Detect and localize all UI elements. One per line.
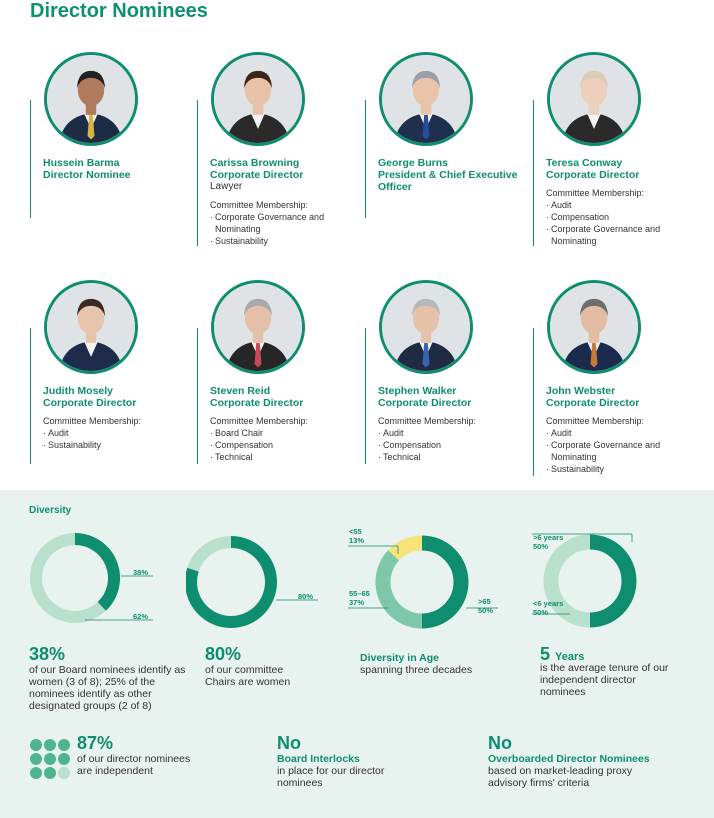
committee-label: Committee Membership:	[546, 188, 645, 198]
chairs-percentage: 80%	[205, 644, 242, 664]
donut-slice	[193, 542, 231, 570]
card-divider-line	[365, 328, 366, 464]
independent-dot	[30, 753, 42, 765]
tenure-description: is the average tenure of our independent director nominees	[540, 662, 669, 698]
committee-item: · Board Chair	[210, 427, 360, 439]
card-divider-line	[30, 100, 31, 218]
nominee-role: Director Nominee	[43, 169, 131, 181]
committee-item: · Compensation	[210, 439, 360, 451]
independent-dot	[44, 767, 56, 779]
nominee-photo	[379, 280, 473, 374]
donut-slice	[551, 542, 590, 620]
donut-slice	[36, 539, 102, 617]
card-divider-line	[533, 328, 534, 476]
donut-slice	[590, 542, 629, 620]
card-divider-line	[365, 100, 366, 218]
nominee-role: Corporate Director	[43, 397, 137, 409]
nominee-name: Teresa Conway	[546, 157, 623, 169]
card-divider-line	[533, 100, 534, 246]
card-divider-line	[197, 328, 198, 464]
independent-dot	[44, 739, 56, 751]
nominee-info	[43, 385, 193, 451]
committee-item: · Compensation	[546, 211, 696, 223]
women-percentage: 38%	[29, 644, 66, 664]
committee-item: · Audit	[43, 427, 193, 439]
interlocks-description: in place for our director nominees	[277, 765, 385, 789]
nominee-photo	[211, 52, 305, 146]
nominee-info	[546, 385, 696, 475]
tenure-years: 5 Years	[540, 644, 585, 664]
committee-item: · Technical	[210, 451, 360, 463]
independent-dot	[58, 739, 70, 751]
nominee-photo	[379, 52, 473, 146]
women-description: of our Board nominees identify as women (3 of 8); 25% of the nominees identify as other designated groups (2 of 8)	[29, 664, 186, 712]
nominee-info	[378, 385, 528, 463]
nominee-occupation: Lawyer	[210, 181, 243, 192]
overboarded-heading: Overboarded Director Nominees	[488, 753, 650, 765]
nominee-info	[210, 385, 360, 463]
committee-item: · Sustainability	[546, 463, 696, 475]
nominee-info	[210, 157, 360, 247]
interlocks-heading: Board Interlocks	[277, 753, 360, 765]
committee-item: · Audit	[546, 427, 696, 439]
committee-item: · Audit	[546, 199, 696, 211]
page-title: Director Nominees	[30, 0, 208, 22]
nominee-info	[43, 157, 193, 181]
committee-item: · Technical	[378, 451, 528, 463]
overboarded-no: No	[488, 733, 512, 753]
nominee-name: Carissa Browning	[210, 157, 300, 169]
committee-item: · Sustainability	[210, 235, 360, 247]
independent-description: of our director nominees are independent	[77, 753, 191, 777]
nominee-photo	[44, 280, 138, 374]
overboarded-description: based on market-leading proxy advisory firms' criteria	[488, 765, 633, 789]
nominee-photo	[547, 280, 641, 374]
donut-slice	[75, 539, 114, 606]
diversity-label: Diversity	[29, 505, 72, 516]
donut-slice	[383, 555, 422, 621]
independent-dot	[30, 767, 42, 779]
nominee-info	[378, 157, 528, 193]
chairs-description: of our committee Chairs are women	[205, 664, 291, 688]
tenure-label-under6: <6 years 50%	[533, 599, 564, 617]
nominee-role: Corporate Director	[546, 397, 640, 409]
independent-dot	[44, 753, 56, 765]
committee-label: Committee Membership:	[378, 416, 477, 426]
independent-percentage: 87%	[77, 733, 114, 753]
nominee-role: President & Chief Executive Officer	[378, 169, 518, 193]
nominee-info	[546, 157, 696, 247]
nominee-name: Judith Mosely	[43, 385, 114, 397]
nominee-role: Corporate Director	[378, 397, 472, 409]
committee-item: · Corporate Governance and Nominating	[546, 439, 696, 463]
committee-item: · Compensation	[378, 439, 528, 451]
nominee-role: Corporate Director	[546, 169, 640, 181]
nominee-name: John Webster	[546, 385, 616, 397]
nominee-name: Steven Reid	[210, 385, 271, 397]
card-divider-line	[30, 328, 31, 464]
nominee-photo	[211, 280, 305, 374]
age-label-over65: >65 50%	[478, 597, 494, 615]
independent-dots-icon	[29, 738, 71, 780]
women-label-62: 62%	[133, 612, 149, 621]
tenure-label-over6: >6 years 50%	[533, 533, 564, 551]
committee-label: Committee Membership:	[210, 416, 309, 426]
committee-label: Committee Membership:	[43, 416, 142, 426]
chairs-donut-chart	[186, 534, 326, 634]
age-label-55-65: 55–65 37%	[349, 589, 370, 607]
nominee-name: Stephen Walker	[378, 385, 457, 397]
independent-dot	[58, 753, 70, 765]
card-divider-line	[197, 100, 198, 246]
nominee-role: Corporate Director	[210, 169, 304, 181]
committee-item: · Audit	[378, 427, 528, 439]
nominee-photo	[547, 52, 641, 146]
committee-label: Committee Membership:	[546, 416, 645, 426]
committee-item: · Corporate Governance and Nominating	[546, 223, 696, 247]
committee-item: · Sustainability	[43, 439, 193, 451]
women-label-38: 38%	[133, 568, 149, 577]
nominee-role: Corporate Director	[210, 397, 304, 409]
age-heading: Diversity in Age	[360, 652, 439, 664]
women-donut-chart	[25, 528, 160, 628]
independent-dot	[30, 739, 42, 751]
tenure-donut-chart	[530, 528, 650, 634]
donut-slice	[422, 543, 461, 621]
interlocks-no: No	[277, 733, 301, 753]
age-donut-chart	[346, 524, 506, 634]
nominee-name: George Burns	[378, 157, 449, 169]
chairs-label-80: 80%	[298, 592, 314, 601]
nominee-photo	[44, 52, 138, 146]
committee-label: Committee Membership:	[210, 200, 309, 210]
independent-dot	[58, 767, 70, 779]
nominee-name: Hussein Barma	[43, 157, 120, 169]
committee-item: · Corporate Governance and Nominating	[210, 211, 360, 235]
age-label-under55: <55 13%	[349, 527, 365, 545]
age-description: spanning three decades	[360, 664, 473, 676]
